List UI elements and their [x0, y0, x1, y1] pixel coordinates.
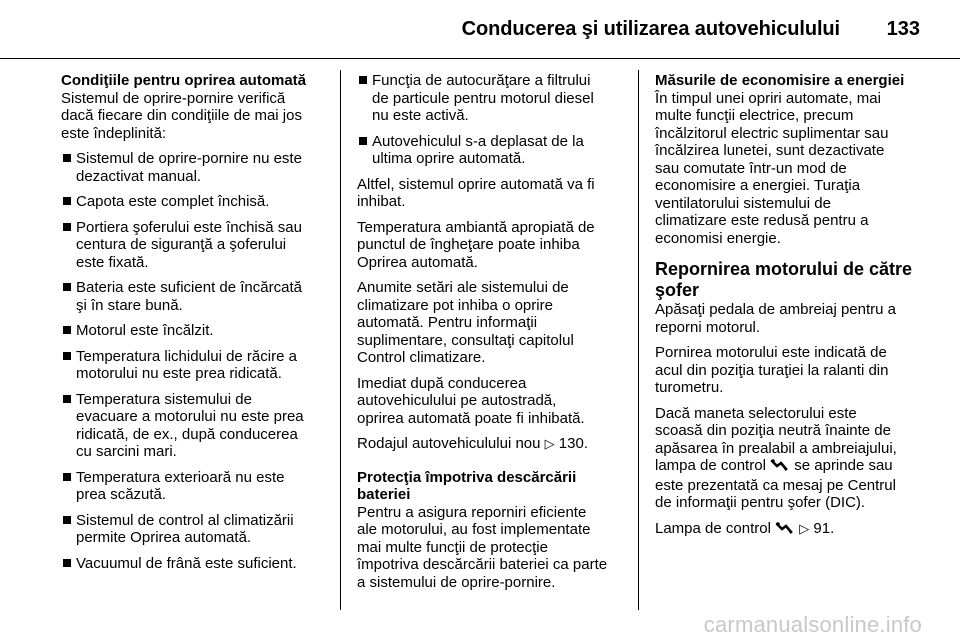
text-line: Altfel, sistemul oprire automată va fi	[357, 175, 595, 193]
paragraph	[655, 301, 927, 336]
text-line: Pentru a asigura reporniri eficiente	[357, 503, 587, 521]
cross-reference-arrow-icon: ▷	[799, 520, 810, 536]
text-line: ultima oprire automată.	[372, 150, 526, 167]
text-line: ventilatorului sistemului de	[655, 194, 831, 212]
bullet-square-icon	[63, 516, 71, 524]
text-line: reporni motorul.	[655, 318, 761, 336]
bullet-item	[61, 512, 323, 547]
running-title: Conducerea şi utilizarea autovehiculului	[461, 18, 840, 40]
bullet-item	[61, 150, 323, 185]
text-line: cu sarcini mari.	[76, 443, 177, 460]
text-line: Temperatura exterioară nu este	[76, 468, 285, 486]
text-line: centura de siguranţă a şoferului	[76, 236, 287, 253]
text-line: Oprirea automată.	[357, 253, 478, 271]
text-line: În timpul unei opriri automate, mai	[655, 89, 881, 107]
paragraph	[357, 375, 627, 428]
paragraph	[357, 176, 627, 211]
bullet-square-icon	[63, 197, 71, 205]
paragraph	[61, 90, 323, 143]
bullet-item	[61, 193, 323, 211]
text-line: dezactivat manual.	[76, 167, 202, 185]
text-line: Repornirea motorului de către	[655, 259, 913, 279]
text-line: încălzitorul electric suplimentar sau	[655, 124, 889, 142]
text-line: sau comutate într-un mod de	[655, 159, 847, 177]
column-2	[357, 72, 627, 591]
text-line: şi în stare bună.	[76, 296, 183, 314]
paragraph	[655, 405, 927, 512]
text-line: Pornirea motorului este indicată de	[655, 344, 887, 361]
autostop-indicator-icon	[775, 521, 795, 540]
paragraph	[357, 279, 627, 367]
text-line: Rodajul autovehiculului nou	[357, 435, 545, 452]
text-line: autovehiculului pe autostradă,	[357, 392, 557, 409]
page-number: 133	[886, 18, 920, 40]
bullet-item	[61, 469, 323, 504]
text-line: multe funcţii electrice, precum	[655, 107, 854, 124]
paragraph	[357, 504, 627, 592]
text-line: Temperatura sistemului de	[76, 390, 252, 408]
bullet-square-icon	[63, 223, 71, 231]
text-line: ridicată, de ex., după conducerea	[76, 425, 298, 443]
paragraph	[357, 219, 627, 272]
bullet-square-icon	[63, 395, 71, 403]
text-line: suplimentare, consultaţi capitolul	[357, 331, 574, 349]
page-reference: 130.	[554, 435, 589, 452]
paragraph	[357, 435, 627, 453]
paragraph	[655, 520, 927, 540]
text-line: acul din poziţia turaţiei la ralanti din	[655, 361, 889, 379]
column-1	[61, 72, 323, 580]
text-line: oprirea automată poate fi inhibată.	[357, 409, 585, 427]
text-line: economisi energie.	[655, 229, 781, 247]
text-line: mai multe funcţii de protecţie	[357, 538, 548, 556]
text-line: Capota este complet închisă.	[76, 193, 270, 210]
text-line: Vacuumul de frână este suficient.	[76, 554, 297, 572]
text-line: punctul de îngheţare poate inhiba	[357, 236, 580, 253]
text-line: automată. Pentru informaţii	[357, 314, 538, 331]
page-header	[0, 18, 960, 48]
text-line: Sistemul de oprire-pornire verifică	[61, 89, 286, 107]
text-line: Control climatizare.	[357, 349, 486, 366]
text-line: Autovehiculul s-a deplasat de la	[372, 132, 584, 150]
text-line: prea scăzută.	[76, 486, 167, 503]
heading-energy-saving: Măsurile de economisire a energiei	[655, 72, 905, 89]
text-line: apăsarea în prealabil a ambreiajului,	[655, 439, 897, 457]
bullet-item	[61, 555, 323, 573]
column-3	[655, 72, 927, 547]
text-line: se aprinde sau	[790, 457, 893, 474]
text-line: de particule pentru motorul diesel	[372, 89, 594, 107]
text-line: climatizare pot inhiba o oprire	[357, 296, 553, 314]
text-line: şofer	[655, 280, 700, 300]
bullet-square-icon	[63, 326, 71, 334]
text-line: Anumite setări ale sistemului de	[357, 279, 569, 296]
text-line: Sistemul de control al climatizării	[76, 511, 294, 529]
cross-reference-arrow-icon: ▷	[544, 436, 555, 451]
text-line: economisire a energiei. Turaţia	[655, 177, 861, 194]
text-line: bateriei	[357, 486, 411, 503]
text-line: Sistemul de oprire-pornire nu este	[76, 150, 302, 167]
text-line: Bateria este suficient de încărcată	[76, 279, 302, 296]
text-line: lampa de control	[655, 457, 771, 474]
text-line: inhibat.	[357, 193, 406, 210]
bullet-square-icon	[63, 473, 71, 481]
text-line: Apăsaţi pedala de ambreiaj pentru a	[655, 301, 896, 318]
bullet-square-icon	[63, 154, 71, 162]
text-line: Motorul este încălzit.	[76, 322, 214, 339]
heading-battery-protection	[357, 469, 627, 504]
bullet-item	[61, 348, 323, 383]
text-line: climatizare este redusă pentru a	[655, 212, 869, 229]
text-line: motorului nu este prea ridicată.	[76, 365, 282, 382]
text-line: dacă fiecare din condiţiile de mai jos	[61, 107, 302, 124]
text-line: permite Oprirea automată.	[76, 529, 252, 546]
bullet-square-icon	[63, 352, 71, 360]
paragraph	[655, 90, 927, 248]
text-line: a sistemului de oprire-pornire.	[357, 573, 556, 591]
text-line: de informaţii pentru şofer (DIC).	[655, 494, 866, 511]
heading-automatic-stop-conditions: Condiţiile pentru oprirea automată	[61, 72, 307, 89]
heading-driver-restart	[655, 259, 927, 301]
text-line: este prezentată ca mesaj pe Centrul	[655, 476, 896, 494]
text-line: Dacă maneta selectorului este	[655, 404, 857, 422]
bullet-item	[61, 391, 323, 461]
autostop-indicator-icon	[770, 458, 790, 477]
bullet-item	[61, 219, 323, 272]
text-line: împotriva descărcării bateriei ca parte	[357, 556, 608, 573]
text-line: Temperatura lichidului de răcire a	[76, 347, 297, 365]
text-line: turometru.	[655, 379, 724, 396]
text-line: scoasă din poziţia neutră înainte de	[655, 422, 891, 439]
page-reference: 91.	[809, 519, 835, 537]
text-line: este îndeplinită:	[61, 124, 167, 142]
text-line: Imediat după conducerea	[357, 374, 527, 392]
bullet-square-icon	[63, 559, 71, 567]
bullet-item	[357, 133, 627, 168]
bullet-item	[61, 279, 323, 314]
bullet-square-icon	[63, 283, 71, 291]
bullet-square-icon	[359, 137, 367, 145]
text-line: nu este activă.	[372, 107, 469, 124]
watermark: carmanualsonline.info	[703, 612, 922, 637]
text-line: Funcţia de autocurăţare a filtrului	[372, 72, 591, 89]
text-line: încălzirea lunetei, sunt dezactivate	[655, 142, 885, 159]
text-line: Lampa de control	[655, 519, 776, 537]
text-line: Portiera şoferului este închisă sau	[76, 218, 302, 236]
text-line: ale motorului, au fost implementate	[357, 521, 591, 538]
bullet-item	[61, 322, 323, 340]
column-divider	[340, 70, 341, 610]
text-line: este fixată.	[76, 253, 149, 271]
text-line: Temperatura ambiantă apropiată de	[357, 218, 595, 236]
bullet-square-icon	[359, 76, 367, 84]
header-rule	[0, 58, 960, 59]
text-line: evacuare a motorului nu este prea	[76, 408, 304, 425]
paragraph	[655, 344, 927, 397]
column-divider	[638, 70, 639, 610]
text-line: Protecţia împotriva descărcării	[357, 468, 577, 486]
bullet-item	[357, 72, 627, 125]
